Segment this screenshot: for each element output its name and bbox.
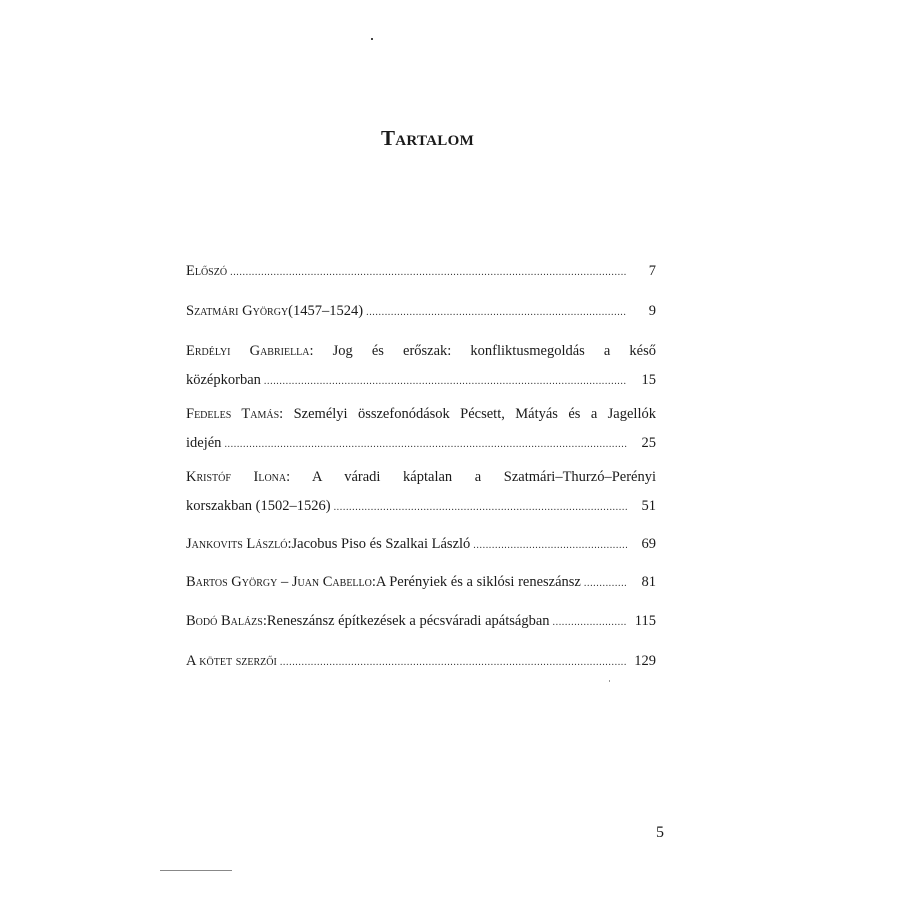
toc-entry-szatmari [186, 296, 656, 328]
leader-dots [224, 429, 627, 460]
toc-entry-title: Jog és erőszak: konfliktusmegoldás a késő [313, 343, 656, 359]
toc-entry-kristof [186, 462, 656, 523]
toc-entry-page: 51 [641, 498, 656, 514]
toc-entry-author: Előszó [186, 263, 228, 279]
toc-entry-erdelyi [186, 336, 656, 397]
toc-entry-bartos-cabello [186, 567, 656, 599]
toc-entry-page: 15 [641, 372, 656, 388]
leader-dots [280, 647, 627, 678]
toc-entry-title: (1457–1524) [288, 303, 364, 319]
toc-entry-author: A kötet szerzői [186, 653, 277, 669]
page-title: Tartalom [380, 126, 475, 150]
toc-entry-first-line [186, 336, 656, 367]
toc-entry-first-line [186, 399, 656, 430]
toc-entry-author: Kristóf Ilona: [186, 469, 291, 485]
leader-dots [584, 568, 627, 599]
toc-entry-author: Fedeles Tamás: [186, 406, 284, 422]
toc-entry-bodo [186, 606, 656, 638]
ink-speck [371, 38, 373, 40]
leader-dots [366, 297, 627, 328]
toc-entry-page: 129 [634, 653, 656, 669]
toc-entry-author: Erdélyi Gabriella: [186, 343, 314, 359]
toc-entry-page: 9 [648, 303, 656, 319]
toc-entry-title: A váradi káptalan a Szatmári–Thurzó–Perényi [290, 469, 656, 485]
toc-entry-title-cont: középkorban [186, 372, 261, 388]
toc-entry-page: 69 [641, 536, 656, 552]
toc-entry-fedeles [186, 399, 656, 460]
ink-speck [609, 680, 610, 682]
toc-entry-author: Bodó Balázs: [186, 613, 267, 629]
leader-dots [473, 530, 627, 561]
toc-entry-title: Reneszánsz építkezések a pécsváradi apátságban [266, 613, 550, 629]
toc-entry-author: Jankovits László: [186, 536, 292, 552]
toc-entry-title: A Perényiek és a siklósi reneszánsz [375, 574, 581, 590]
leader-dots [264, 366, 627, 397]
toc-entry-first-line [186, 462, 656, 493]
toc-entry-author: Szatmári György [186, 303, 289, 319]
leader-dots [553, 607, 628, 638]
toc-entry-page: 81 [641, 574, 656, 590]
toc-entry-page: 115 [634, 613, 656, 629]
toc-entry-title-cont: korszakban (1502–1526) [186, 498, 331, 514]
toc-entry-page: 7 [648, 263, 656, 279]
toc-entry-title: Személyi összefonódások Pécsett, Mátyás és a Jagellók [283, 406, 656, 422]
toc-entry-author: Bartos György – Juan Cabello: [186, 574, 376, 590]
toc-entry-authors [186, 646, 656, 678]
page-number: 5 [656, 824, 664, 841]
toc-entry-title-cont: idején [186, 435, 222, 451]
toc-entry-page: 25 [641, 435, 656, 451]
leader-dots [230, 257, 627, 288]
leader-dots [334, 492, 627, 523]
toc-entry-jankovits [186, 529, 656, 561]
scan-edge-line [160, 870, 232, 871]
toc-entry-foreword [186, 256, 656, 288]
toc-entry-title: Jacobus Piso és Szalkai László [291, 536, 471, 552]
